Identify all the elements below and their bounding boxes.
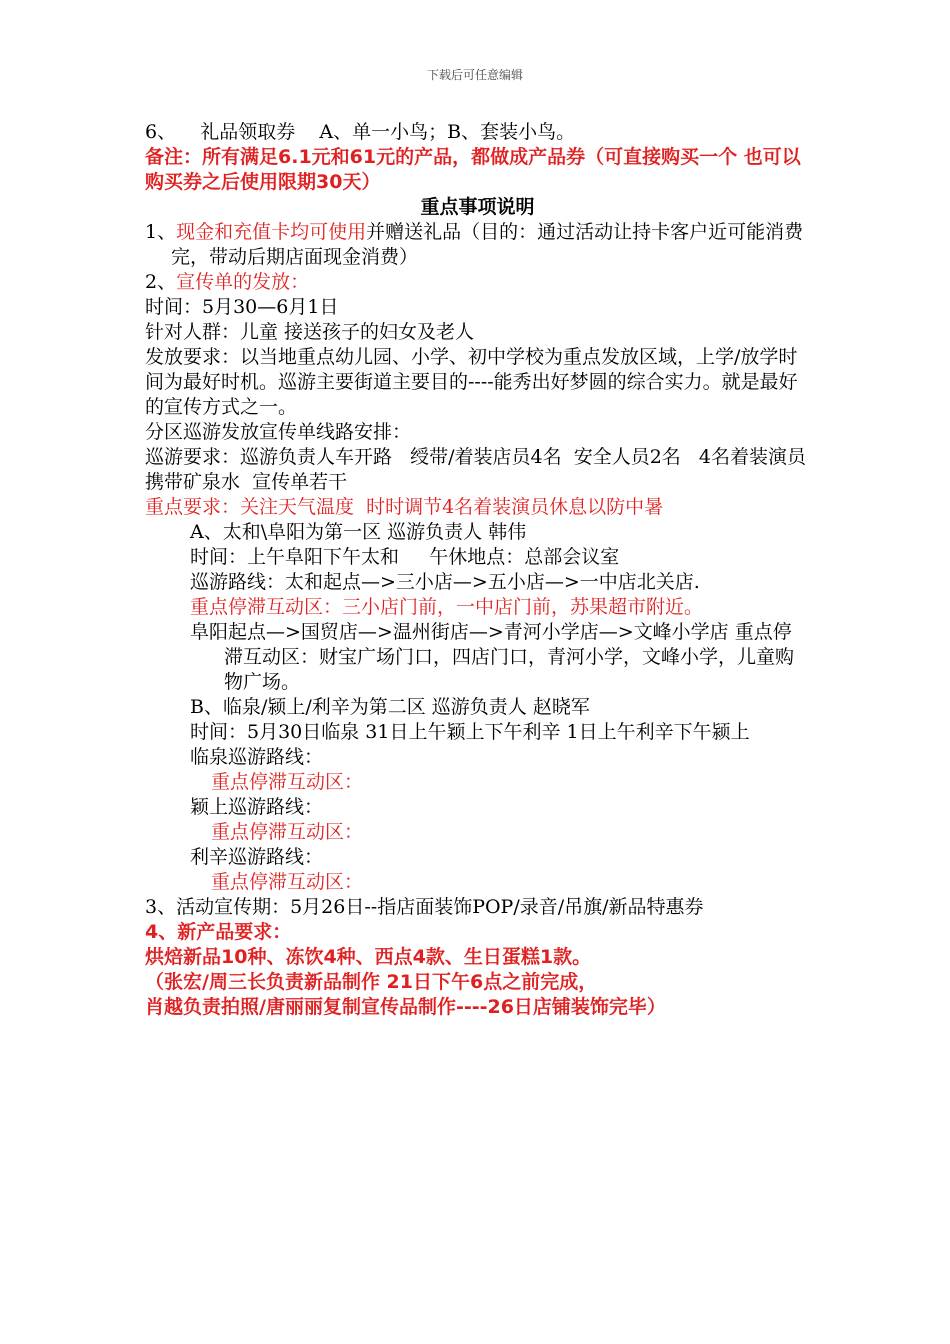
linquan-route: 临泉巡游路线： xyxy=(190,746,324,768)
key-requirement: 重点要求：关注天气温度 时时调节4名着装演员休息以防中暑 xyxy=(145,496,664,518)
zone-a-route: 巡游路线：太和起点—>三小店—>五小店—>一中店北关店. xyxy=(190,571,700,593)
linquan-stop-area: 重点停滞互动区： xyxy=(211,771,364,793)
new-products: 烘焙新品10种、冻饮4种、西点4款、生日蛋糕1款。 xyxy=(145,946,592,968)
gift-voucher-line: 6、 礼品领取券 A、单一小鸟；B、套装小鸟。 xyxy=(145,121,576,143)
remark-note: 备注：所有满足6.1元和61元的产品，都做成产品券（可直接购买一个 也可以购买券之后使用限期30天） xyxy=(145,146,801,193)
item-2-number: 2、 xyxy=(145,271,177,293)
zone-a-time: 时间：上午阜阳下午太和 午休地点：总部会议室 xyxy=(190,546,620,568)
lixin-route: 利辛巡游路线： xyxy=(190,846,324,868)
yingshang-route: 颖上巡游路线： xyxy=(190,796,324,818)
item-1 xyxy=(145,220,810,270)
item-1-text: 并赠送礼品（目的：通过活动让持卡客户近可能消费完，带动后期店面现金消费） xyxy=(171,221,804,268)
item-1-number: 1、 xyxy=(145,221,177,243)
parade-requirement: 巡游要求：巡游负责人车开路 绶带/着装店员4名 安全人员2名 4名着装演员 携带矿泉水 宣传单若干 xyxy=(145,446,825,493)
flyer-target: 针对人群：儿童 接送孩子的妇女及老人 xyxy=(145,321,475,343)
item-2-highlight: 宣传单的发放： xyxy=(176,271,310,293)
zone-b-time: 时间：5月30日临泉 31日上午颖上下午利辛 1日上午利辛下午颍上 xyxy=(190,721,750,743)
decoration-note: 肖越负责拍照/唐丽丽复制宣传品制作----26日店铺装饰完毕） xyxy=(145,996,666,1018)
flyer-time: 时间：5月30—6月1日 xyxy=(145,296,339,318)
yingshang-stop-area: 重点停滞互动区： xyxy=(211,821,364,843)
page-header: 下载后可任意编辑 xyxy=(426,68,523,82)
zone-b-title: B、临泉/颍上/利辛为第二区 巡游负责人 赵晓军 xyxy=(190,696,590,718)
route-arrangement: 分区巡游发放宣传单线路安排： xyxy=(145,421,412,443)
item-1-highlight: 现金和充值卡均可使用 xyxy=(176,221,367,243)
section-title: 重点事项说明 xyxy=(420,196,535,218)
zone-a-title: A、太和\阜阳为第一区 巡游负责人 韩伟 xyxy=(190,521,527,543)
item-3: 3、活动宣传期：5月26日--指店面装饰POP/录音/吊旗/新品特惠券 xyxy=(145,896,704,918)
item-4: 4、新产品要求： xyxy=(145,921,292,943)
lixin-stop-area: 重点停滞互动区： xyxy=(211,871,364,893)
fuyang-route: 阜阳起点—>国贸店—>温州街店—>青河小学店—>文峰小学店 重点停滞互动区：财宝广场门口，四店门口，青河小学，文峰小学，儿童购物广场。 xyxy=(190,621,795,693)
production-note: （张宏/周三长负责新品制作 21日下午6点之前完成， xyxy=(145,971,598,993)
flyer-requirement: 发放要求：以当地重点幼儿园、小学、初中学校为重点发放区域，上学/放学时间为最好时机。巡游主要街道主要目的----能秀出好梦圆的综合实力。就是最好的宣传方式之一。 xyxy=(145,346,798,418)
zone-a-stop-area: 重点停滞互动区：三小店门前，一中店门前，苏果超市附近。 xyxy=(190,596,704,618)
document-body xyxy=(145,120,825,1020)
item-2 xyxy=(145,270,810,295)
